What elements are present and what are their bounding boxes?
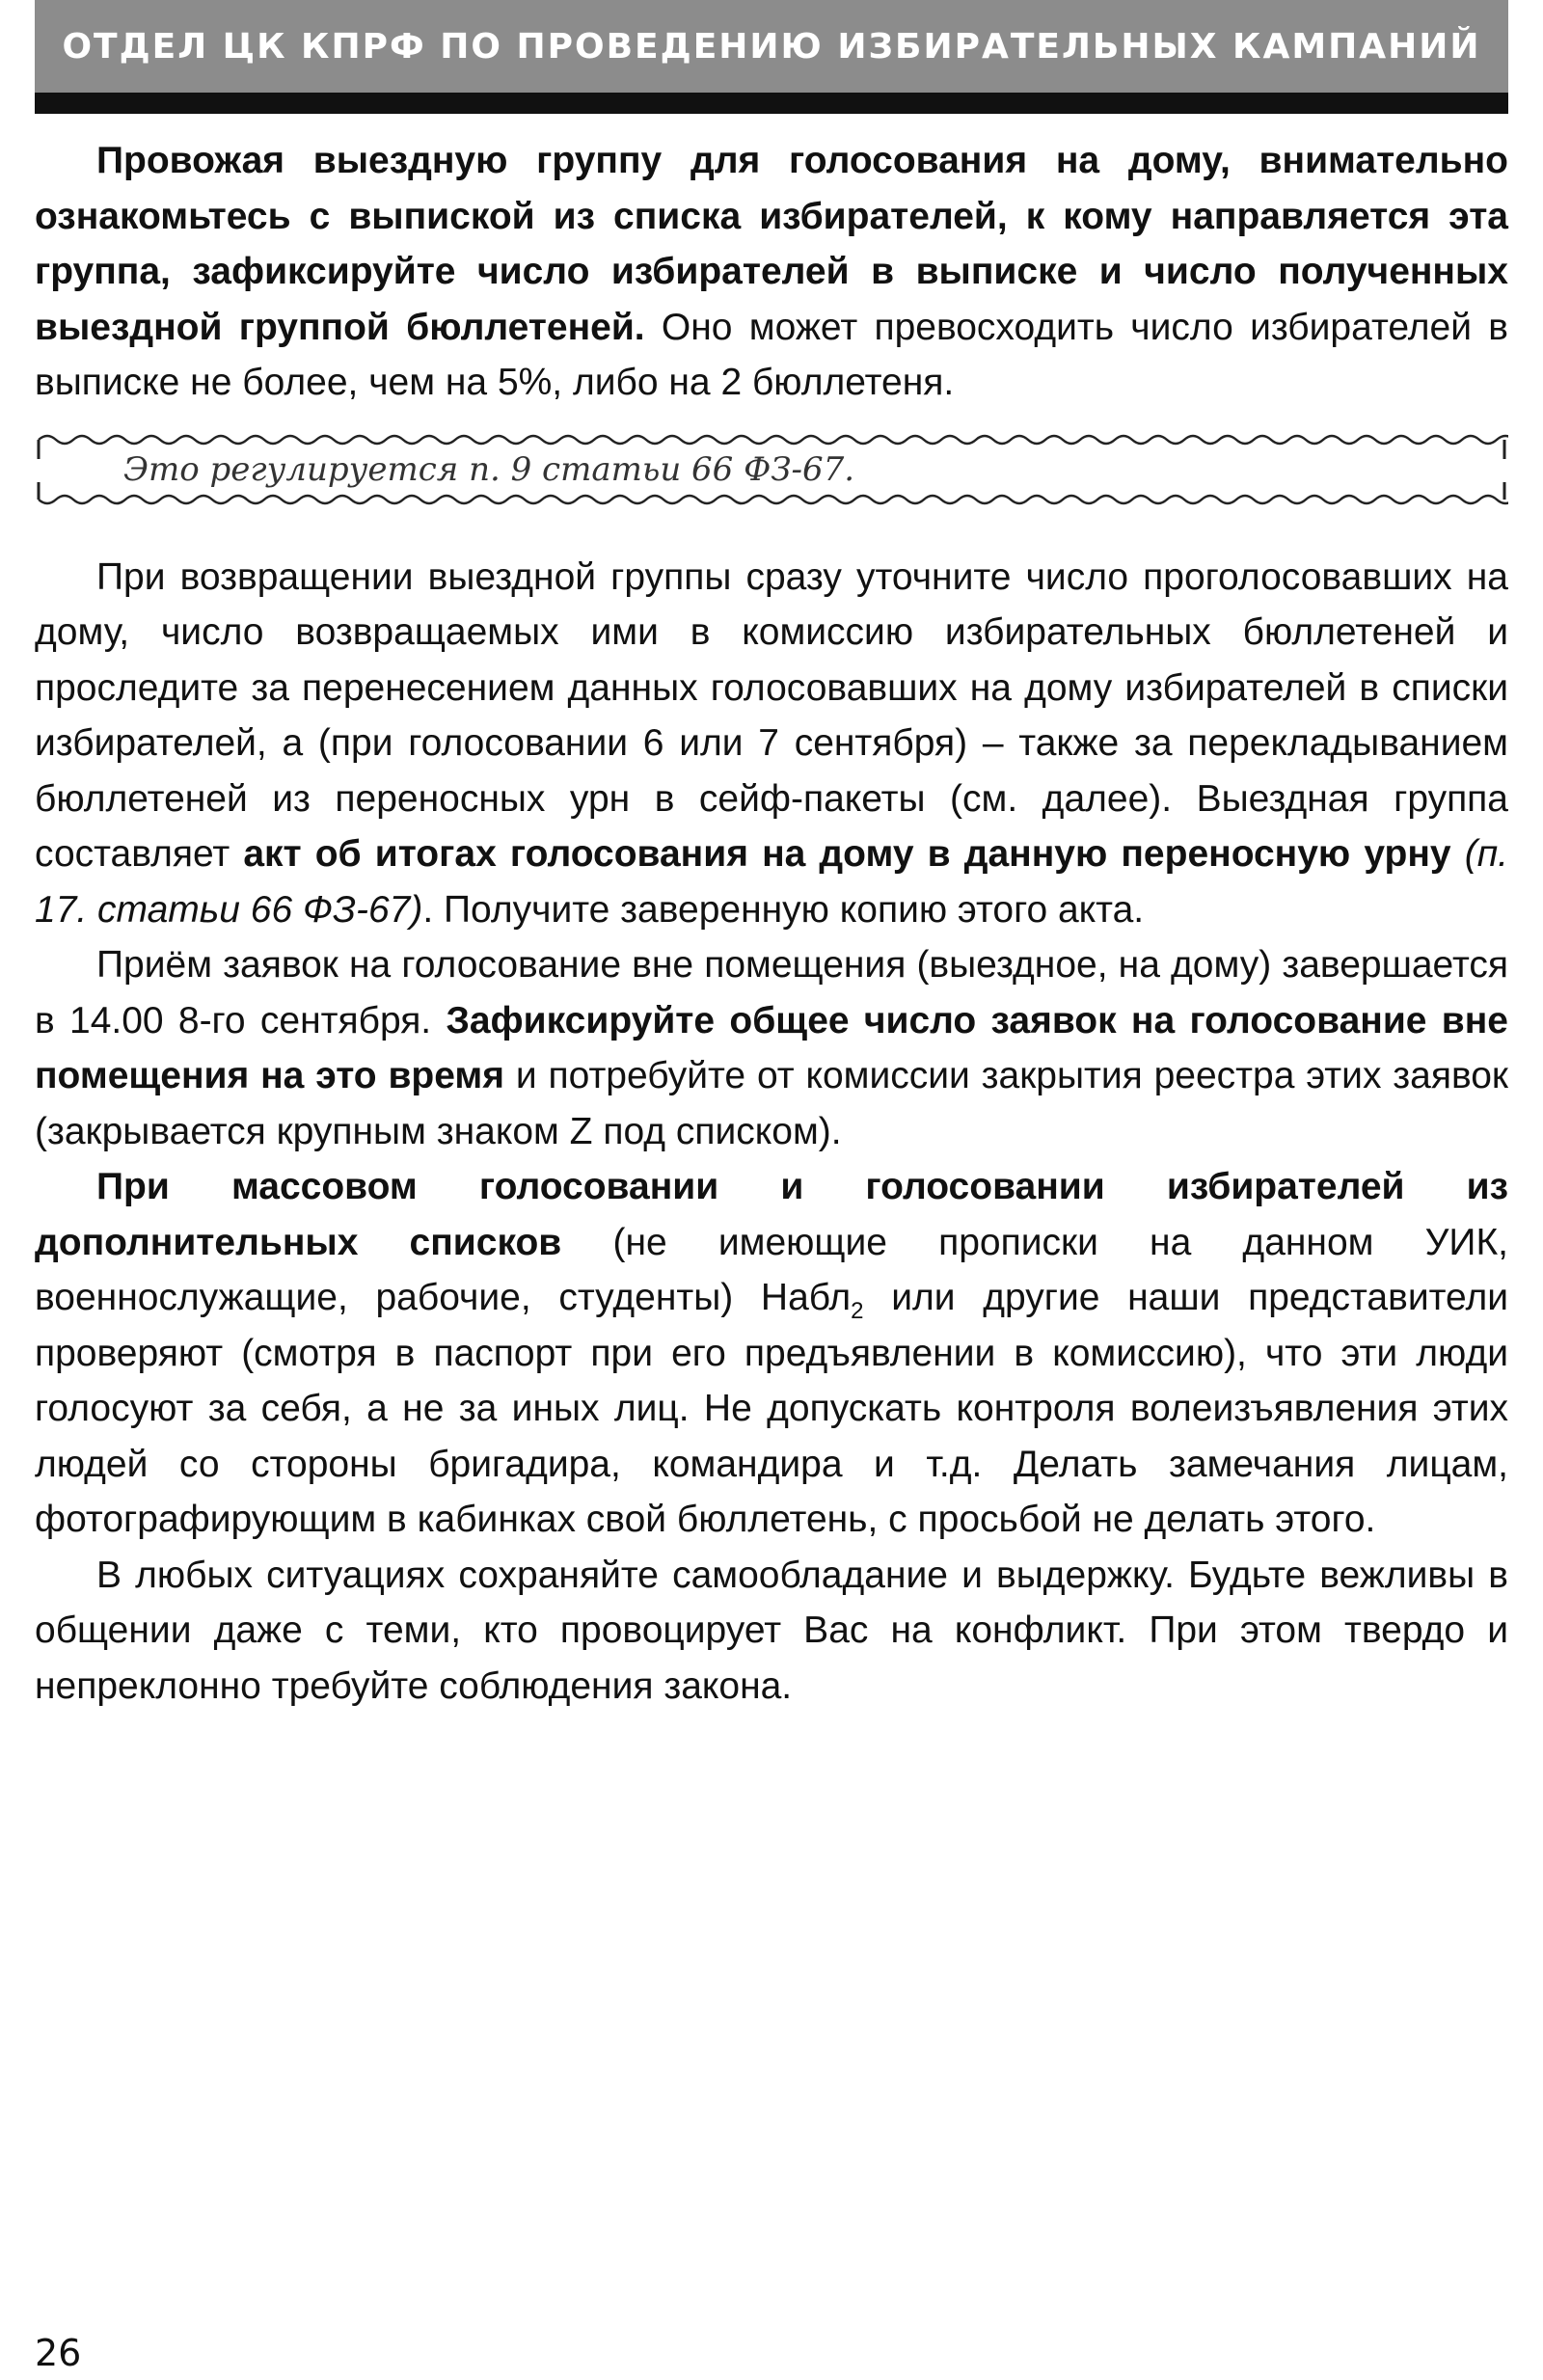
paragraph-return-group bbox=[35, 550, 1508, 938]
paragraph-requests-bold: Зафиксируйте общее число заявок на голосование вне помещения на это время bbox=[35, 999, 1508, 1096]
paragraph-mass-voting bbox=[35, 1159, 1508, 1548]
paragraph-home-voting bbox=[35, 133, 1508, 411]
paragraph-return-group-text2: . Получите заверенную копию этого акта. bbox=[422, 888, 1145, 931]
paragraph-requests-text1: Приём заявок на голосование вне помещения (выездное, на дому) завершается в 14.00 8-го сентября. bbox=[35, 944, 1508, 1041]
header-title: ОТДЕЛ ЦК КПРФ ПО ПРОВЕДЕНИЮ ИЗБИРАТЕЛЬНЫХ КАМПАНИЙ bbox=[62, 26, 1481, 67]
paragraph-requests-text2: и потребуйте от комиссии закрытия реестра этих заявок (закрывается крупным знаком Z под списком). bbox=[35, 1055, 1508, 1152]
paragraph-requests-deadline bbox=[35, 937, 1508, 1159]
paragraph-return-group-italic: (п. 17. статьи 66 ФЗ-67) bbox=[35, 833, 1508, 931]
paragraph-composure bbox=[35, 1548, 1508, 1715]
paragraph-return-group-bold: акт об итогах голосования на дому в данную переносную урну bbox=[243, 833, 1451, 875]
page-body bbox=[35, 133, 1508, 1714]
page-header bbox=[35, 0, 1508, 114]
law-reference-text: Это регулируется п. 9 статьи 66 ФЗ-67. bbox=[123, 449, 855, 489]
paragraph-return-group-text1: При возвращении выездной группы сразу уточните число проголосовавших на дому, число возвращаемых ими в комиссию избирательных бюллетеней и проследите за перенесением данных голосовавших на дому избирателей в списки избирателей, а (при голосовании 6 или 7 сентября) – также за перекладыванием бюллетеней из переносных урн в сейф-пакеты (см. далее). Выездная группа составляет bbox=[35, 555, 1508, 875]
paragraph-mass-voting-bold: При массовом голосовании и голосовании избирателей из дополнительных списков bbox=[35, 1166, 1508, 1263]
paragraph-home-voting-rest: Оно может превосходить число избирателей в выписке не более, чем на 5%, либо на 2 бюллетеня. bbox=[35, 306, 1508, 403]
page-number: 26 bbox=[35, 2332, 82, 2374]
paragraph-mass-voting-subscript: 2 bbox=[851, 1297, 864, 1324]
paragraph-home-voting-bold: Провожая выездную группу для голосования на дому, внимательно ознакомьтесь с выпиской из списка избирателей, к кому направляется эта группа, зафиксируйте число избирателей в выписке и число полученных выездной группой бюллетеней. bbox=[35, 140, 1508, 348]
paragraph-mass-voting-text2: или другие наши представители проверяют (смотря в паспорт при его предъявлении в комиссию), что эти люди голосуют за себя, а не за иных лиц. Не допускать контроля волеизъявления этих людей со стороны бригадира, командира и т.д. Делать замечания лицам, фотографирующим в кабинках свой бюллетень, с просьбой не делать этого. bbox=[35, 1277, 1508, 1540]
paragraph-composure-text: В любых ситуациях сохраняйте самообладание и выдержку. Будьте вежливы в общении даже с теми, кто провоцирует Вас на конфликт. При этом твердо и непреклонно требуйте соблюдения закона. bbox=[35, 1554, 1508, 1707]
paragraph-mass-voting-text1: (не имеющие прописки на данном УИК, военнослужащие, рабочие, студенты) Набл bbox=[35, 1221, 1508, 1318]
law-reference-note bbox=[35, 426, 1508, 523]
